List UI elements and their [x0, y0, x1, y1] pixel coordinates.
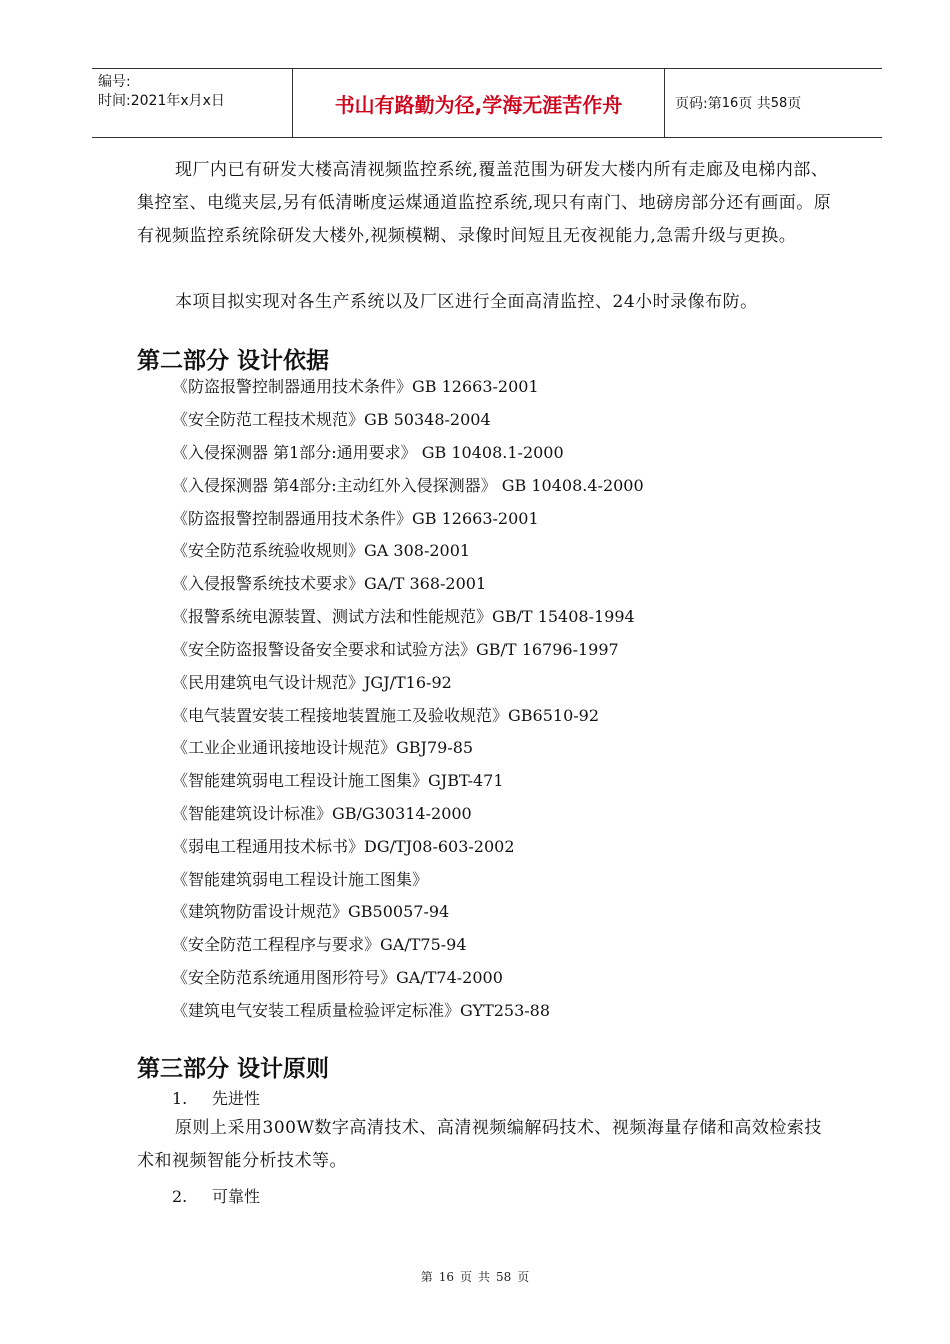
doc-time-label: 时间:2021年x月x日 [98, 93, 225, 109]
reference-item: 《安全防范工程程序与要求》GA/T75-94 [172, 935, 467, 954]
reference-item: 《入侵报警系统技术要求》GA/T 368-2001 [172, 574, 487, 593]
reference-item: 《智能建筑设计标准》GB/G30314-2000 [172, 804, 472, 823]
header-motto: 书山有路勤为径,学海无涯苦作舟 [293, 69, 665, 137]
reference-item: 《电气装置安装工程接地装置施工及验收规范》GB6510-92 [172, 706, 600, 725]
footer-prefix: 第 [420, 1270, 433, 1284]
principle-item-1 [172, 1086, 260, 1109]
page-prefix: 页码:第 [675, 96, 722, 112]
principle-number: 1. [172, 1089, 188, 1108]
reference-item: 《防盗报警控制器通用技术条件》GB 12663-2001 [172, 377, 539, 396]
page-current: 16 [721, 95, 739, 111]
principle-label: 可靠性 [212, 1187, 261, 1206]
reference-item: 《工业企业通讯接地设计规范》GBJ79-85 [172, 738, 474, 757]
footer-middle2: 共 [478, 1270, 491, 1284]
page-middle: 页 共 [738, 96, 771, 112]
reference-item: 《防盗报警控制器通用技术条件》GB 12663-2001 [172, 509, 539, 528]
reference-item: 《安全防范系统通用图形符号》GA/T74-2000 [172, 968, 503, 987]
principle-number: 2. [172, 1187, 188, 1206]
reference-item: 《入侵探测器 第1部分:通用要求》 GB 10408.1-2000 [172, 443, 564, 462]
header-meta [92, 69, 293, 137]
principle-1-text: 原则上采用300W数字高清技术、高清视频编解码技术、视频海量存储和高效检索技术和视频智能分析技术等。 [137, 1118, 822, 1171]
principle-item-2 [172, 1184, 260, 1207]
reference-item: 《建筑物防雷设计规范》GB50057-94 [172, 902, 450, 921]
header-page-info [665, 69, 882, 137]
page-suffix: 页 [787, 96, 802, 112]
page-total: 58 [770, 95, 788, 111]
reference-item: 《安全防范工程技术规范》GB 50348-2004 [172, 410, 491, 429]
principle-label: 先进性 [212, 1089, 261, 1108]
reference-item: 《智能建筑弱电工程设计施工图集》 [172, 870, 429, 889]
footer-suffix: 页 [517, 1270, 530, 1284]
page-header [92, 68, 882, 138]
doc-number-label: 编号: [98, 74, 131, 90]
reference-item: 《安全防范系统验收规则》GA 308-2001 [172, 541, 471, 560]
intro-paragraph-2: 本项目拟实现对各生产系统以及厂区进行全面高清监控、24小时录像布防。 [175, 292, 758, 312]
section2-heading: 第二部分 设计依据 [137, 348, 330, 374]
reference-item: 《报警系统电源装置、测试方法和性能规范》GB/T 15408-1994 [172, 607, 635, 626]
footer-middle1: 页 [459, 1270, 472, 1284]
footer-total: 58 [496, 1270, 512, 1284]
reference-item: 《入侵探测器 第4部分:主动红外入侵探测器》 GB 10408.4-2000 [172, 476, 644, 495]
section3-heading: 第三部分 设计原则 [137, 1056, 330, 1082]
page-footer [0, 1268, 950, 1285]
reference-item: 《民用建筑电气设计规范》JGJ/T16-92 [172, 673, 452, 692]
reference-item: 《弱电工程通用技术标书》DG/TJ08-603-2002 [172, 837, 515, 856]
reference-item: 《建筑电气安装工程质量检验评定标准》GYT253-88 [172, 1001, 551, 1020]
reference-item: 《安全防盗报警设备安全要求和试验方法》GB/T 16796-1997 [172, 640, 619, 659]
intro-paragraph-1: 现厂内已有研发大楼高清视频监控系统,覆盖范围为研发大楼内所有走廊及电梯内部、集控室、电缆夹层,另有低清晰度运煤通道监控系统,现只有南门、地磅房部分还有画面。原有视频监控系统除研发大楼外,视频模糊、录像时间短且无夜视能力,急需升级与更换。 [137, 160, 832, 246]
footer-current: 16 [438, 1270, 454, 1284]
reference-item: 《智能建筑弱电工程设计施工图集》GJBT-471 [172, 771, 504, 790]
